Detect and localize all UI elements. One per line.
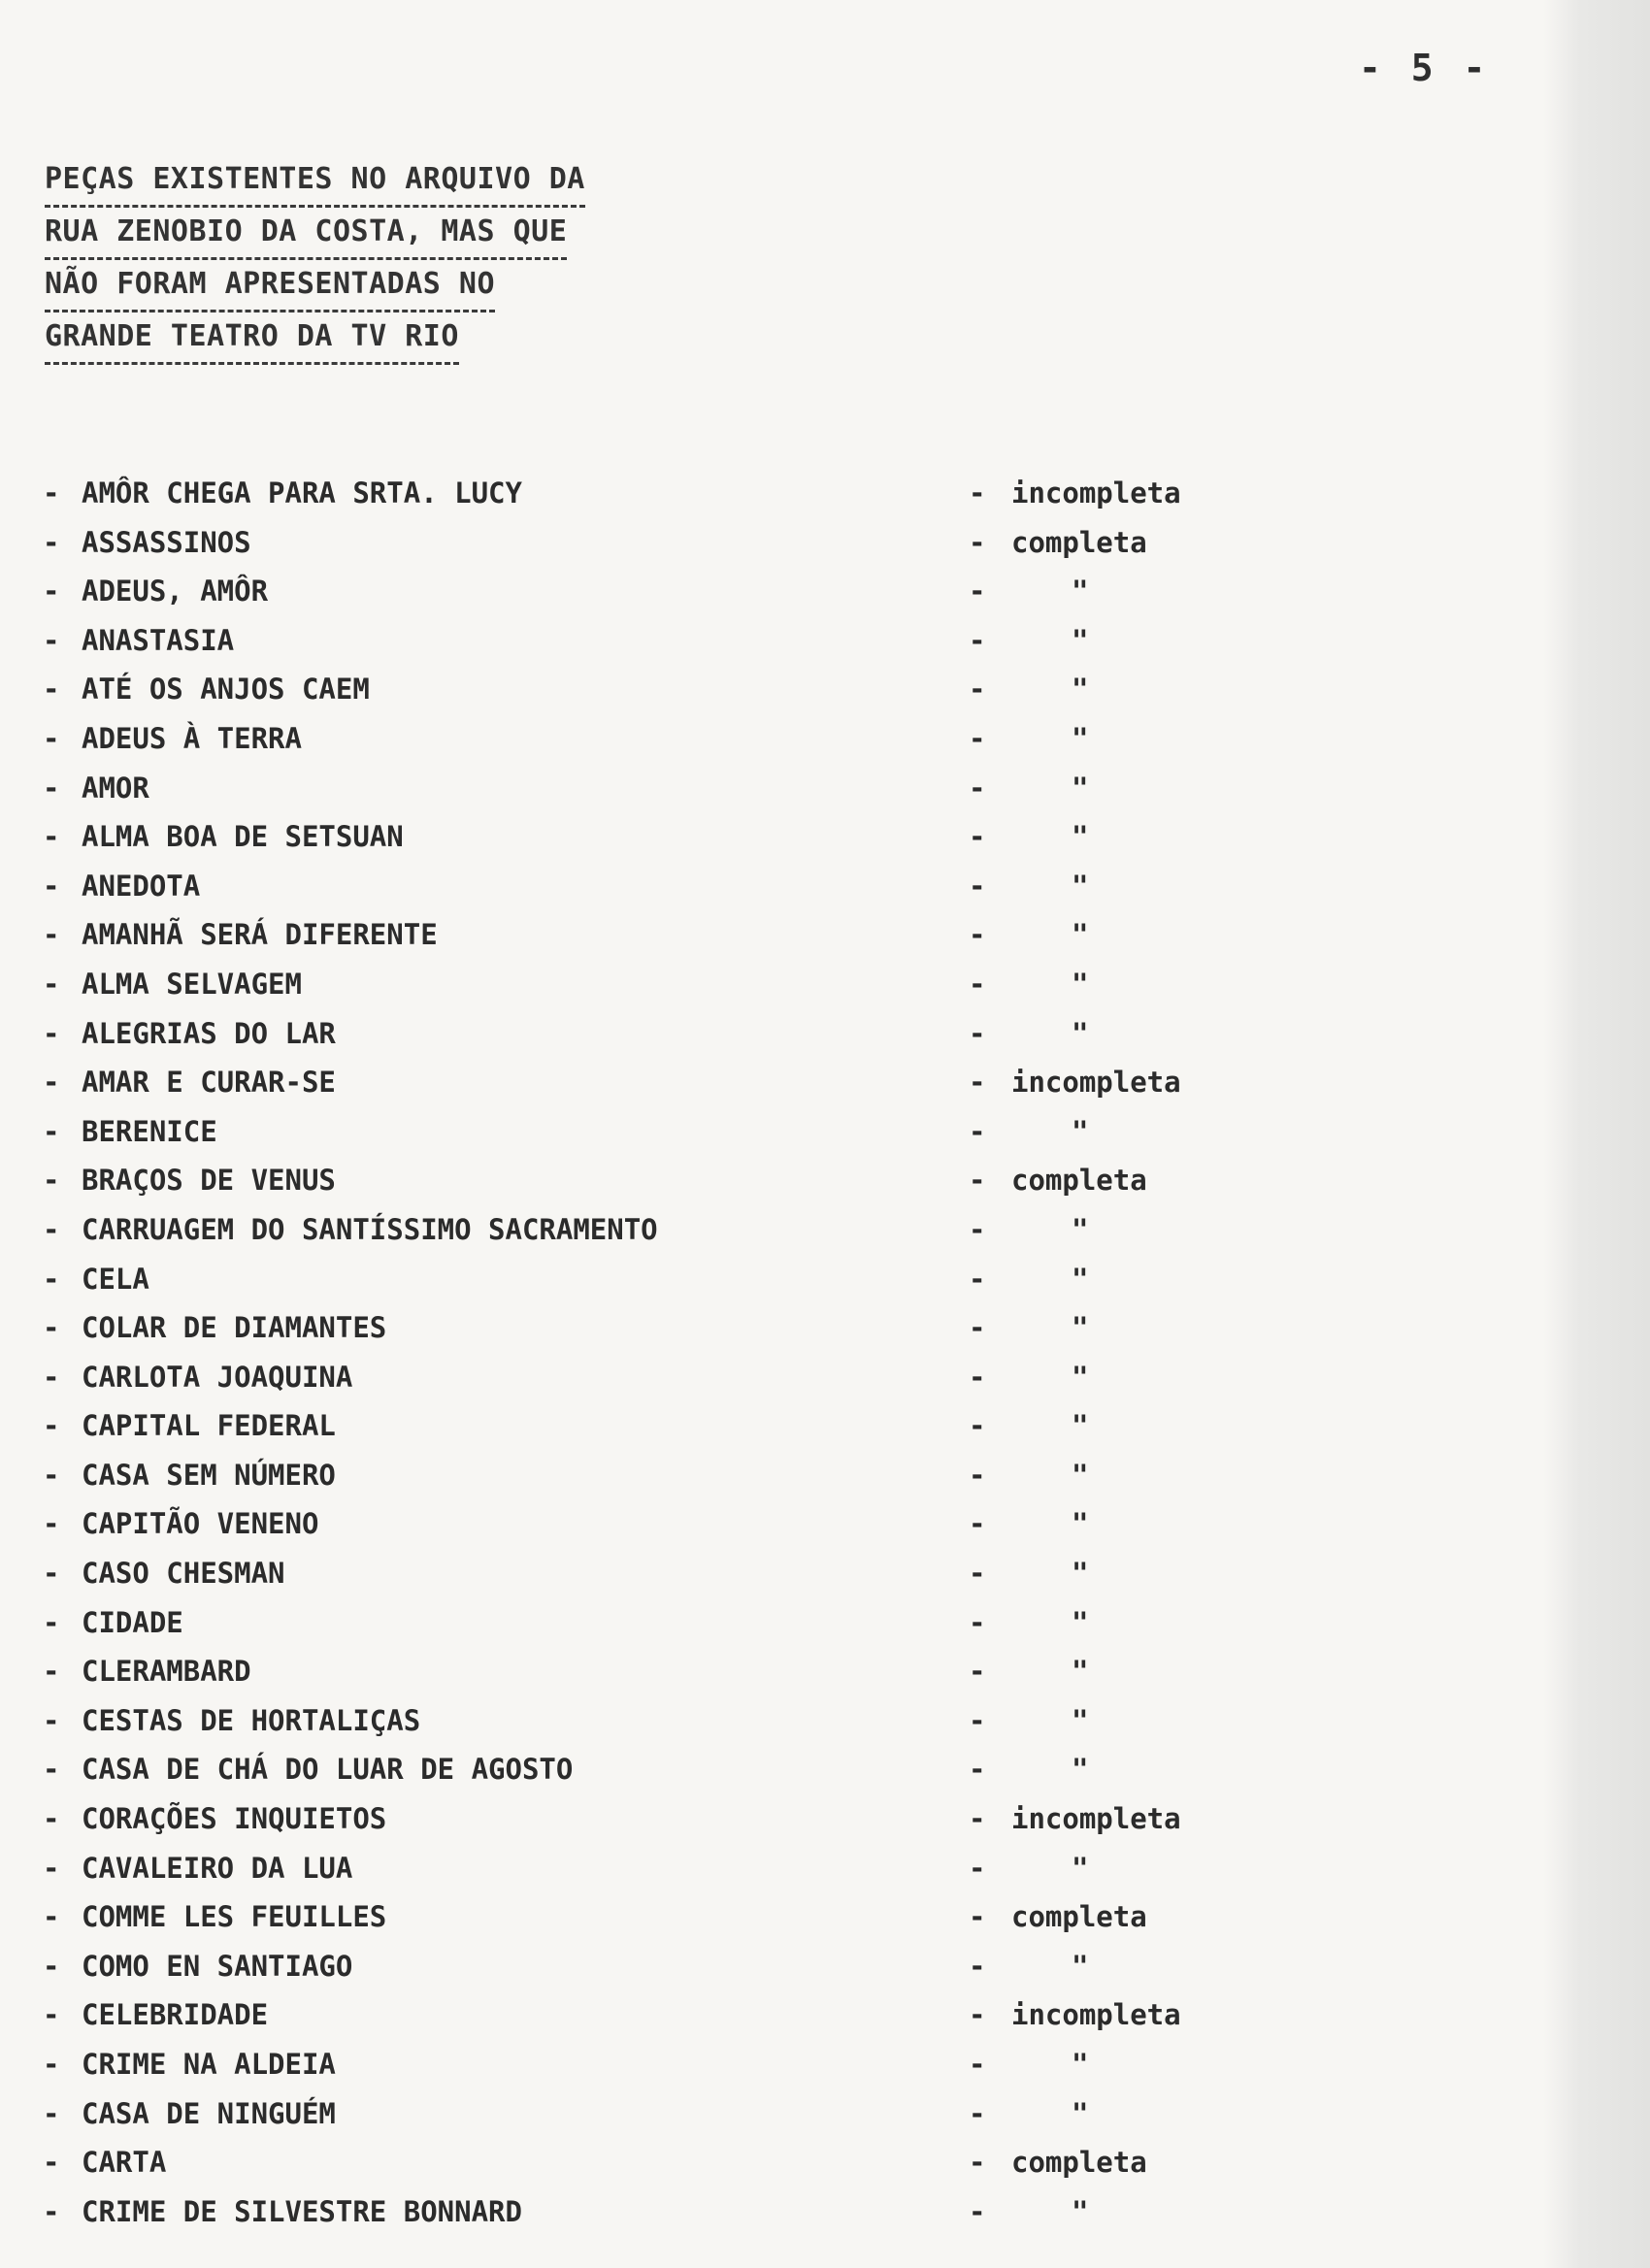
play-title: ALMA BOA DE SETSUAN [82,820,404,854]
ditto-mark: " [1072,673,1089,707]
list-bullet-dash: - [43,575,60,608]
ditto-mark: " [1072,820,1089,854]
list-bullet-dash: - [43,1360,60,1394]
play-title: ANASTASIA [82,623,235,657]
list-bullet-dash: - [43,1998,60,2032]
list-item [43,1107,1304,1157]
ditto-mark: " [1072,967,1089,1001]
list-bullet-dash: - [43,869,60,903]
list-item [43,1942,1304,1991]
play-title: CARLOTA JOAQUINA [82,1360,353,1394]
list-item [43,1844,1304,1893]
status-dash: - [969,721,986,755]
status-dash: - [969,1557,986,1591]
status-dash: - [969,1016,986,1050]
list-bullet-dash: - [43,1753,60,1787]
play-title: AMÔR CHEGA PARA SRTA. LUCY [82,477,522,509]
play-title: CIDADE [82,1605,183,1639]
status-dash: - [969,1753,986,1787]
list-bullet-dash: - [43,673,60,707]
list-item [43,616,1304,666]
list-item [43,469,1304,518]
play-title: CARRUAGEM DO SANTÍSSIMO SACRAMENTO [82,1212,658,1246]
ditto-mark: " [1072,1212,1089,1246]
list-bullet-dash: - [43,1949,60,1983]
list-bullet-dash: - [43,1900,60,1934]
ditto-mark: " [1072,918,1089,952]
status-dash: - [969,623,986,657]
play-title: BRAÇOS DE VENUS [82,1164,336,1198]
heading-line: GRANDE TEATRO DA TV RIO [45,312,459,365]
ditto-mark: " [1072,1753,1089,1787]
status-dash: - [969,673,986,707]
list-bullet-dash: - [43,1212,60,1246]
play-title: CASA SEM NÚMERO [82,1458,336,1492]
status-dash: - [969,918,986,952]
play-title: CELEBRIDADE [82,1998,269,2032]
status-dash: - [969,820,986,854]
status-dash: - [969,1458,986,1492]
play-status: completa [1011,2146,1147,2180]
play-title: AMANHÃ SERÁ DIFERENTE [82,918,438,952]
list-bullet-dash: - [43,2048,60,2081]
list-item [43,1205,1304,1255]
list-item [43,1696,1304,1746]
list-bullet-dash: - [43,2096,60,2130]
list-item [43,1009,1304,1059]
play-title: CASA DE CHÁ DO LUAR DE AGOSTO [82,1753,574,1787]
list-bullet-dash: - [43,721,60,755]
ditto-mark: " [1072,1605,1089,1639]
list-item [43,1401,1304,1451]
ditto-mark: " [1072,1851,1089,1885]
ditto-mark: " [1072,869,1089,903]
ditto-mark: " [1072,1949,1089,1983]
list-item [43,1549,1304,1598]
list-bullet-dash: - [43,1164,60,1198]
status-dash: - [969,967,986,1001]
plays-list [43,469,1304,2236]
list-item [43,1745,1304,1794]
list-bullet-dash: - [43,1016,60,1050]
list-bullet-dash: - [43,2194,60,2228]
list-bullet-dash: - [43,771,60,805]
list-item [43,518,1304,568]
status-dash: - [969,1605,986,1639]
list-item [43,2138,1304,2187]
list-item [43,1598,1304,1648]
status-dash: - [969,1998,986,2032]
list-bullet-dash: - [43,1458,60,1492]
status-dash: - [969,1507,986,1541]
list-bullet-dash: - [43,1802,60,1836]
list-bullet-dash: - [43,1605,60,1639]
play-title: CAPITÃO VENENO [82,1507,319,1541]
list-item [43,812,1304,862]
ditto-mark: " [1072,2194,1089,2228]
play-title: ALEGRIAS DO LAR [82,1016,336,1050]
play-title: ASSASSINOS [82,525,251,559]
status-dash: - [969,1655,986,1689]
ditto-mark: " [1072,2048,1089,2081]
play-title: CELA [82,1262,149,1296]
play-title: ALMA SELVAGEM [82,967,302,1001]
list-bullet-dash: - [43,1114,60,1148]
status-dash: - [969,2146,986,2180]
heading-line: RUA ZENOBIO DA COSTA, MAS QUE [45,208,567,260]
status-dash: - [969,2194,986,2228]
list-item [43,1353,1304,1402]
list-item [43,714,1304,764]
status-dash: - [969,1703,986,1737]
list-item [43,910,1304,960]
list-item [43,960,1304,1009]
list-item [43,1255,1304,1304]
status-dash: - [969,1851,986,1885]
ditto-mark: " [1072,771,1089,805]
list-bullet-dash: - [43,1066,60,1100]
status-dash: - [969,1212,986,1246]
list-item [43,1647,1304,1696]
ditto-mark: " [1072,2096,1089,2130]
play-status: completa [1011,1900,1147,1934]
list-bullet-dash: - [43,1409,60,1443]
list-bullet-dash: - [43,525,60,559]
list-item [43,665,1304,714]
heading-line: PEÇAS EXISTENTES NO ARQUIVO DA [45,155,585,208]
play-title: CASA DE NINGUÉM [82,2096,336,2130]
play-title: COLAR DE DIAMANTES [82,1311,387,1345]
list-item [43,1058,1304,1107]
status-dash: - [969,1164,986,1198]
list-item [43,2089,1304,2139]
play-status: incompleta [1011,477,1181,509]
ditto-mark: " [1072,1360,1089,1394]
list-item [43,1892,1304,1942]
list-bullet-dash: - [43,1557,60,1591]
list-item [43,2040,1304,2089]
status-dash: - [969,477,986,509]
list-bullet-dash: - [43,1262,60,1296]
status-dash: - [969,1360,986,1394]
ditto-mark: " [1072,1703,1089,1737]
ditto-mark: " [1072,1262,1089,1296]
list-item [43,1156,1304,1205]
status-dash: - [969,1311,986,1345]
ditto-mark: " [1072,1016,1089,1050]
ditto-mark: " [1072,1458,1089,1492]
ditto-mark: " [1072,1311,1089,1345]
list-bullet-dash: - [43,1507,60,1541]
list-item [43,1990,1304,2040]
status-dash: - [969,575,986,608]
ditto-mark: " [1072,1655,1089,1689]
play-title: CAPITAL FEDERAL [82,1409,336,1443]
play-title: CASO CHESMAN [82,1557,285,1591]
status-dash: - [969,1409,986,1443]
status-dash: - [969,2048,986,2081]
play-title: COMO EN SANTIAGO [82,1949,353,1983]
ditto-mark: " [1072,1507,1089,1541]
ditto-mark: " [1072,721,1089,755]
list-item [43,862,1304,911]
status-dash: - [969,1114,986,1148]
ditto-mark: " [1072,623,1089,657]
list-bullet-dash: - [43,477,60,509]
page-number: - 5 - [1359,47,1490,89]
play-title: ANEDOTA [82,869,201,903]
play-title: BERENICE [82,1114,217,1148]
status-dash: - [969,1900,986,1934]
play-title: ADEUS, AMÔR [82,575,269,608]
status-dash: - [969,771,986,805]
ditto-mark: " [1072,1557,1089,1591]
play-title: AMOR [82,771,149,805]
status-dash: - [969,1262,986,1296]
document-heading [45,155,585,365]
ditto-mark: " [1072,575,1089,608]
ditto-mark: " [1072,1409,1089,1443]
ditto-mark: " [1072,1114,1089,1148]
play-status: completa [1011,1164,1147,1198]
list-bullet-dash: - [43,967,60,1001]
list-bullet-dash: - [43,623,60,657]
play-title: CESTAS DE HORTALIÇAS [82,1703,421,1737]
list-item [43,1794,1304,1844]
play-title: CAVALEIRO DA LUA [82,1851,353,1885]
status-dash: - [969,2096,986,2130]
play-title: AMAR E CURAR-SE [82,1066,336,1100]
play-title: CLERAMBARD [82,1655,251,1689]
status-dash: - [969,869,986,903]
play-title: CRIME DE SILVESTRE BONNARD [82,2194,522,2228]
list-item [43,1451,1304,1500]
list-bullet-dash: - [43,1851,60,1885]
list-bullet-dash: - [43,2146,60,2180]
list-bullet-dash: - [43,918,60,952]
play-title: CRIME NA ALDEIA [82,2048,336,2081]
heading-line: NÃO FORAM APRESENTADAS NO [45,260,495,312]
list-item [43,764,1304,813]
status-dash: - [969,1802,986,1836]
list-bullet-dash: - [43,1655,60,1689]
list-bullet-dash: - [43,1311,60,1345]
play-title: ATÉ OS ANJOS CAEM [82,673,370,707]
play-status: incompleta [1011,1066,1181,1100]
status-dash: - [969,525,986,559]
list-bullet-dash: - [43,1703,60,1737]
list-bullet-dash: - [43,820,60,854]
status-dash: - [969,1066,986,1100]
list-item [43,1303,1304,1353]
play-title: CORAÇÕES INQUIETOS [82,1802,387,1836]
play-status: incompleta [1011,1998,1181,2032]
list-item [43,2187,1304,2237]
play-title: COMME LES FEUILLES [82,1900,387,1934]
list-item [43,567,1304,616]
play-title: ADEUS À TERRA [82,721,302,755]
status-dash: - [969,1949,986,1983]
play-status: incompleta [1011,1802,1181,1836]
play-title: CARTA [82,2146,167,2180]
list-item [43,1499,1304,1549]
play-status: completa [1011,525,1147,559]
